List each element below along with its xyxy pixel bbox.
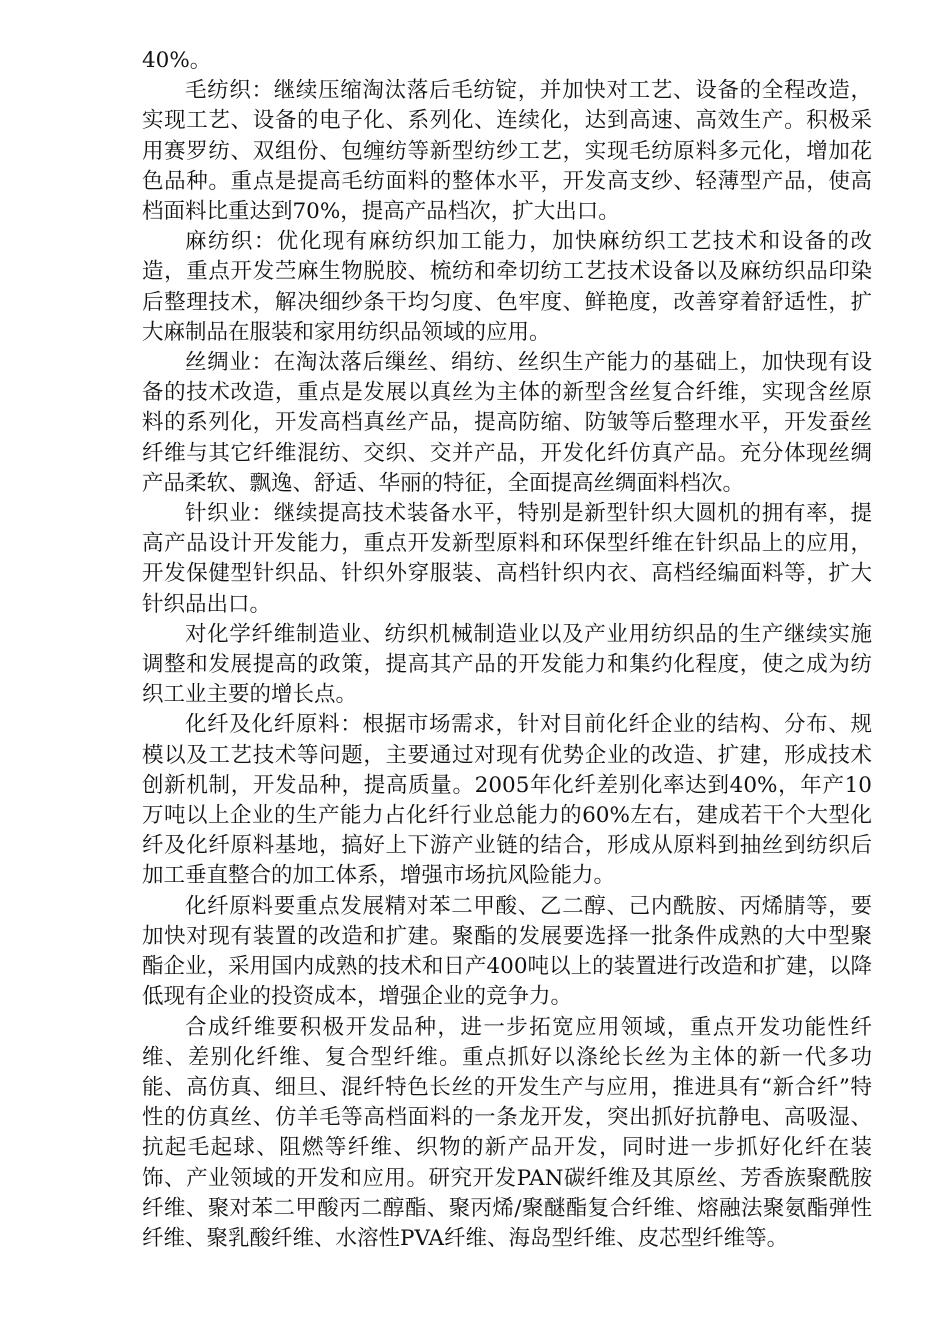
paragraph-continuation: 40%。 (142, 48, 212, 73)
paragraph-knitting-industry: 针织业：继续提高技术装备水平，特别是新型针织大圆机的拥有率，提高产品设计开发能力，重点开发新型原料和环保型纤维在针织品上的应用，开发保健型针织品、针织外穿服装、高档针织内衣、高档经编面料等，扩大针织品出口。 (142, 501, 872, 617)
paragraph-fiber-raw-materials: 化纤原料要重点发展精对苯二甲酸、乙二醇、己内酰胺、丙烯腈等，要加快对现有装置的改造和扩建。聚酯的发展要选择一批条件成熟的大中型聚酯企业，采用国内成熟的技术和日产400吨以上的装置进行改造和扩建，以降低现有企业的投资成本，增强企业的竞争力。 (142, 893, 872, 1010)
paragraph-synthetic-fibers: 合成纤维要积极开发品种，进一步拓宽应用领域，重点开发功能性纤维、差别化纤维、复合型纤维。重点抓好以涤纶长丝为主体的新一代多功能、高仿真、细旦、混纤特色长丝的开发生产与应用，推进具有“新合纤”特性的仿真丝、仿羊毛等高档面料的一条龙开发，突出抓好抗静电、高吸湿、抗起毛起球、阻燃等纤维、织物的新产品开发，同时进一步抓好化纤在装饰、产业领域的开发和应用。研究开发PAN碳纤维及其原丝、芳香族聚酰胺纤维、聚对苯二甲酸丙二醇酯、聚丙烯/聚醚酯复合纤维、熔融法聚氨酯弹性纤维、聚乳酸纤维、水溶性PVA纤维、海岛型纤维、皮芯型纤维等。 (142, 1014, 872, 1251)
paragraph-chemical-fiber-policy: 对化学纤维制造业、纺织机械制造业以及产业用纺织品的生产继续实施调整和发展提高的政策，提高其产品的开发能力和集约化程度，使之成为纺织工业主要的增长点。 (142, 621, 872, 708)
paragraph-linen-textile: 麻纺织：优化现有麻纺织加工能力，加快麻纺织工艺技术和设备的改造，重点开发苎麻生物脱胶、梳纺和牵切纺工艺技术设备以及麻纺织品印染后整理技术，解决细纱条干均匀度、色牢度、鲜艳度，改善穿着舒适性，扩大麻制品在服装和家用纺织品领域的应用。 (142, 229, 872, 345)
document-page (142, 46, 872, 1254)
paragraph-wool-textile: 毛纺织：继续压缩淘汰落后毛纺锭，并加快对工艺、设备的全程改造，实现工艺、设备的电子化、系列化、连续化，达到高速、高效生产。积极采用赛罗纺、双组份、包缠纺等新型纺纱工艺，实现毛纺原料多元化，增加花色品种。重点是提高毛纺面料的整体水平，开发高支纱、轻薄型产品，使高档面料比重达到70%，提高产品档次，扩大出口。 (142, 78, 872, 225)
paragraph-silk-industry: 丝绸业：在淘汰落后缫丝、绢纺、丝织生产能力的基础上，加快现有设备的技术改造，重点是发展以真丝为主体的新型含丝复合纤维，实现含丝原料的系列化，开发高档真丝产品，提高防缩、防皱等后整理水平，开发蚕丝纤维与其它纤维混纺、交织、交并产品，开发化纤仿真产品。充分体现丝绸产品柔软、飘逸、舒适、华丽的特征，全面提高丝绸面料档次。 (142, 350, 872, 496)
paragraph-chemical-fiber-materials: 化纤及化纤原料：根据市场需求，针对目前化纤企业的结构、分布、规模以及工艺技术等问题，主要通过对现有优势企业的改造、扩建，形成技术创新机制，开发品种，提高质量。2005年化纤差别化率达到40%，年产10万吨以上企业的生产能力占化纤行业总能力的60%左右，建成若干个大型化纤及化纤原料基地，搞好上下游产业链的结合，形成从原料到抽丝到纺织后加工垂直整合的加工体系，增强市场抗风险能力。 (142, 712, 872, 889)
